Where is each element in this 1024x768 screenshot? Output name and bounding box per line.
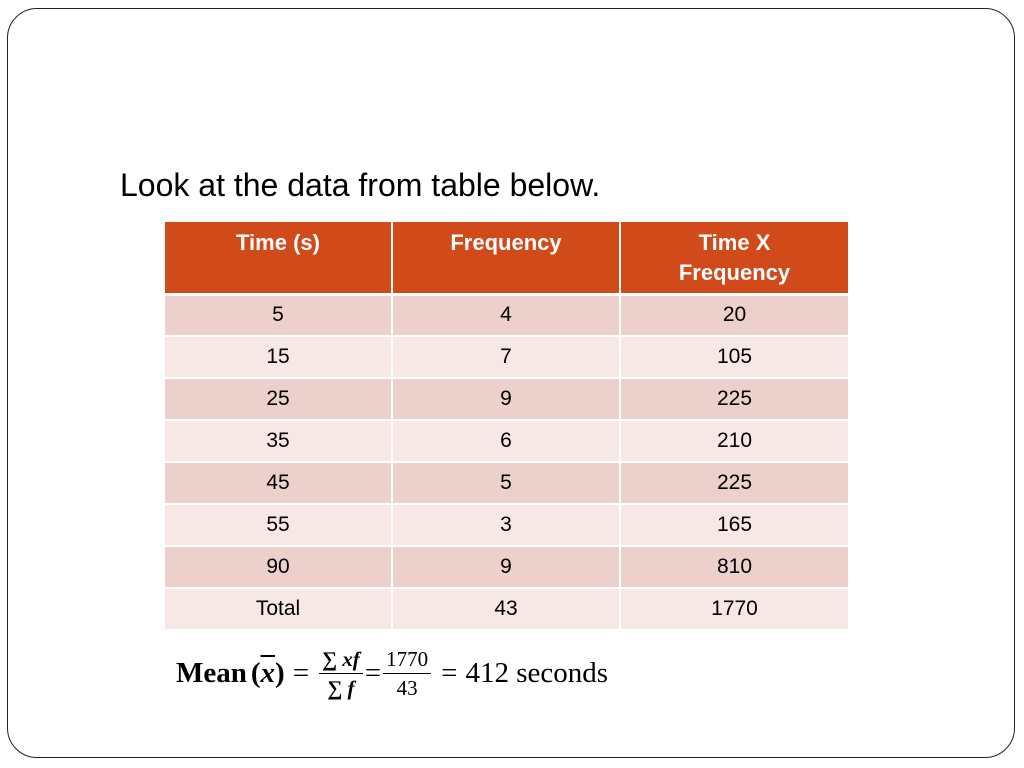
table-header-row: [165, 222, 848, 294]
mean-formula: [176, 640, 608, 706]
cell-time: 25: [165, 378, 392, 420]
table-row: [165, 294, 848, 336]
cell-frequency: 5: [392, 462, 620, 504]
table-row: [165, 378, 848, 420]
cell-product: 225: [620, 378, 848, 420]
slide-heading: Look at the data from table below.: [120, 167, 601, 203]
cell-frequency: 4: [392, 294, 620, 336]
formula-equals-3: =: [441, 656, 458, 689]
cell-time: 90: [165, 546, 392, 588]
formula-xbar-symbol: $\overline{x}$: [260, 656, 276, 689]
cell-frequency: 9: [392, 546, 620, 588]
formula-sum-fraction: [319, 646, 363, 701]
cell-product: 105: [620, 336, 848, 378]
cell-product: 210: [620, 420, 848, 462]
cell-time: 15: [165, 336, 392, 378]
cell-time: 35: [165, 420, 392, 462]
cell-frequency: 9: [392, 378, 620, 420]
table-row: [165, 504, 848, 546]
header-time: Time (s): [165, 222, 392, 294]
frequency-table: [165, 222, 848, 631]
formula-sum-denominator: ∑ f: [327, 675, 355, 700]
header-time-x-frequency: [620, 222, 848, 294]
table-row: [165, 336, 848, 378]
header-time-x-frequency-label: Time X Frequency: [678, 230, 791, 285]
cell-product: 165: [620, 504, 848, 546]
cell-frequency: 6: [392, 420, 620, 462]
formula-result: 412 seconds: [465, 656, 609, 689]
formula-equals-2: =: [364, 656, 382, 689]
cell-total-label: Total: [165, 588, 392, 630]
formula-value-denominator: 43: [396, 675, 418, 700]
table-row: [165, 420, 848, 462]
cell-total-product: 1770: [620, 588, 848, 630]
formula-close-paren: ): [275, 656, 285, 689]
cell-product: 20: [620, 294, 848, 336]
cell-product: 810: [620, 546, 848, 588]
cell-time: 55: [165, 504, 392, 546]
header-frequency: Frequency: [392, 222, 620, 294]
cell-total-frequency: 43: [392, 588, 620, 630]
table-row: [165, 462, 848, 504]
cell-time: 5: [165, 294, 392, 336]
cell-frequency: 7: [392, 336, 620, 378]
formula-value-numerator: 1770: [383, 646, 431, 674]
formula-open-paren: (: [250, 656, 261, 689]
formula-value-fraction: [383, 646, 431, 701]
cell-product: 225: [620, 462, 848, 504]
table-total-row: [165, 588, 848, 630]
formula-equals-1: =: [292, 656, 310, 689]
formula-label: Mean: [176, 656, 247, 689]
formula-sum-numerator: ∑ xf: [319, 646, 363, 674]
table-row: [165, 546, 848, 588]
cell-frequency: 3: [392, 504, 620, 546]
cell-time: 45: [165, 462, 392, 504]
